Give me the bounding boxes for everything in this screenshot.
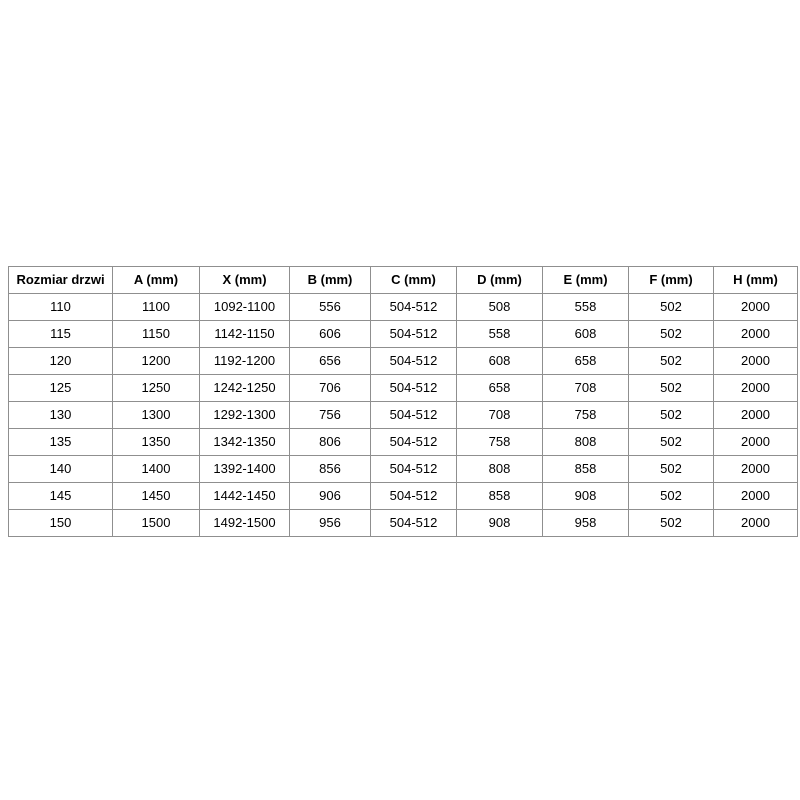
table-cell-x-mm: 1442-1450 <box>200 483 290 510</box>
table-cell-c-mm: 504-512 <box>371 375 457 402</box>
table-cell-c-mm: 504-512 <box>371 348 457 375</box>
table-cell-e-mm: 608 <box>543 321 629 348</box>
table-cell-h-mm: 2000 <box>714 510 798 537</box>
table-cell-f-mm: 502 <box>629 402 714 429</box>
table-cell-h-mm: 2000 <box>714 429 798 456</box>
table-cell-d-mm: 858 <box>457 483 543 510</box>
table-cell-d-mm: 758 <box>457 429 543 456</box>
table-cell-b-mm: 906 <box>290 483 371 510</box>
table-cell-h-mm: 2000 <box>714 321 798 348</box>
table-cell-e-mm: 658 <box>543 348 629 375</box>
table-cell-e-mm: 758 <box>543 402 629 429</box>
table-cell-d-mm: 608 <box>457 348 543 375</box>
table-cell-x-mm: 1192-1200 <box>200 348 290 375</box>
table-cell-e-mm: 558 <box>543 294 629 321</box>
table-cell-rozmiar-drzwi: 110 <box>9 294 113 321</box>
table-cell-a-mm: 1500 <box>113 510 200 537</box>
table-cell-h-mm: 2000 <box>714 294 798 321</box>
column-header-b-mm: B (mm) <box>290 267 371 294</box>
table-cell-c-mm: 504-512 <box>371 402 457 429</box>
table-cell-f-mm: 502 <box>629 510 714 537</box>
table-cell-c-mm: 504-512 <box>371 456 457 483</box>
table-cell-x-mm: 1342-1350 <box>200 429 290 456</box>
table-cell-b-mm: 656 <box>290 348 371 375</box>
table-cell-rozmiar-drzwi: 125 <box>9 375 113 402</box>
table-cell-e-mm: 808 <box>543 429 629 456</box>
table-row <box>9 294 798 321</box>
table-cell-d-mm: 658 <box>457 375 543 402</box>
table-cell-rozmiar-drzwi: 115 <box>9 321 113 348</box>
table-cell-d-mm: 508 <box>457 294 543 321</box>
table-cell-a-mm: 1100 <box>113 294 200 321</box>
table-cell-d-mm: 908 <box>457 510 543 537</box>
column-header-d-mm: D (mm) <box>457 267 543 294</box>
table-cell-x-mm: 1292-1300 <box>200 402 290 429</box>
table-row <box>9 456 798 483</box>
table-cell-f-mm: 502 <box>629 456 714 483</box>
table-cell-c-mm: 504-512 <box>371 483 457 510</box>
table-row <box>9 375 798 402</box>
table-cell-e-mm: 908 <box>543 483 629 510</box>
table-cell-f-mm: 502 <box>629 483 714 510</box>
table-cell-h-mm: 2000 <box>714 348 798 375</box>
table-cell-e-mm: 858 <box>543 456 629 483</box>
column-header-rozmiar-drzwi: Rozmiar drzwi <box>9 267 113 294</box>
table-cell-x-mm: 1392-1400 <box>200 456 290 483</box>
table-cell-b-mm: 756 <box>290 402 371 429</box>
table-cell-c-mm: 504-512 <box>371 294 457 321</box>
column-header-a-mm: A (mm) <box>113 267 200 294</box>
header-row <box>9 267 798 294</box>
table-row <box>9 510 798 537</box>
table-cell-rozmiar-drzwi: 130 <box>9 402 113 429</box>
table-cell-f-mm: 502 <box>629 321 714 348</box>
table-cell-h-mm: 2000 <box>714 483 798 510</box>
table-cell-d-mm: 558 <box>457 321 543 348</box>
table-cell-f-mm: 502 <box>629 375 714 402</box>
table-cell-b-mm: 806 <box>290 429 371 456</box>
table-cell-e-mm: 958 <box>543 510 629 537</box>
column-header-x-mm: X (mm) <box>200 267 290 294</box>
column-header-c-mm: C (mm) <box>371 267 457 294</box>
table-cell-b-mm: 856 <box>290 456 371 483</box>
table-cell-rozmiar-drzwi: 140 <box>9 456 113 483</box>
table-cell-b-mm: 706 <box>290 375 371 402</box>
table-cell-f-mm: 502 <box>629 294 714 321</box>
table-cell-d-mm: 808 <box>457 456 543 483</box>
table-cell-h-mm: 2000 <box>714 456 798 483</box>
table-cell-e-mm: 708 <box>543 375 629 402</box>
table-cell-a-mm: 1200 <box>113 348 200 375</box>
table-cell-a-mm: 1450 <box>113 483 200 510</box>
table-cell-a-mm: 1400 <box>113 456 200 483</box>
table-cell-b-mm: 956 <box>290 510 371 537</box>
table-cell-f-mm: 502 <box>629 429 714 456</box>
column-header-e-mm: E (mm) <box>543 267 629 294</box>
table-row <box>9 348 798 375</box>
table-cell-b-mm: 606 <box>290 321 371 348</box>
table-cell-d-mm: 708 <box>457 402 543 429</box>
table-cell-c-mm: 504-512 <box>371 510 457 537</box>
table-cell-rozmiar-drzwi: 135 <box>9 429 113 456</box>
table-cell-x-mm: 1242-1250 <box>200 375 290 402</box>
column-header-h-mm: H (mm) <box>714 267 798 294</box>
table-cell-x-mm: 1092-1100 <box>200 294 290 321</box>
table-cell-a-mm: 1300 <box>113 402 200 429</box>
table-cell-c-mm: 504-512 <box>371 321 457 348</box>
table-cell-h-mm: 2000 <box>714 402 798 429</box>
table-cell-a-mm: 1150 <box>113 321 200 348</box>
table-row <box>9 429 798 456</box>
table-cell-rozmiar-drzwi: 120 <box>9 348 113 375</box>
table-cell-a-mm: 1350 <box>113 429 200 456</box>
table-cell-b-mm: 556 <box>290 294 371 321</box>
table-row <box>9 321 798 348</box>
table-cell-c-mm: 504-512 <box>371 429 457 456</box>
table-row <box>9 483 798 510</box>
table-cell-x-mm: 1492-1500 <box>200 510 290 537</box>
table-row <box>9 402 798 429</box>
table-cell-f-mm: 502 <box>629 348 714 375</box>
column-header-f-mm: F (mm) <box>629 267 714 294</box>
table-cell-x-mm: 1142-1150 <box>200 321 290 348</box>
door-size-table <box>8 266 798 537</box>
table-cell-a-mm: 1250 <box>113 375 200 402</box>
size-table-container <box>8 266 797 537</box>
table-cell-h-mm: 2000 <box>714 375 798 402</box>
table-cell-rozmiar-drzwi: 145 <box>9 483 113 510</box>
table-cell-rozmiar-drzwi: 150 <box>9 510 113 537</box>
